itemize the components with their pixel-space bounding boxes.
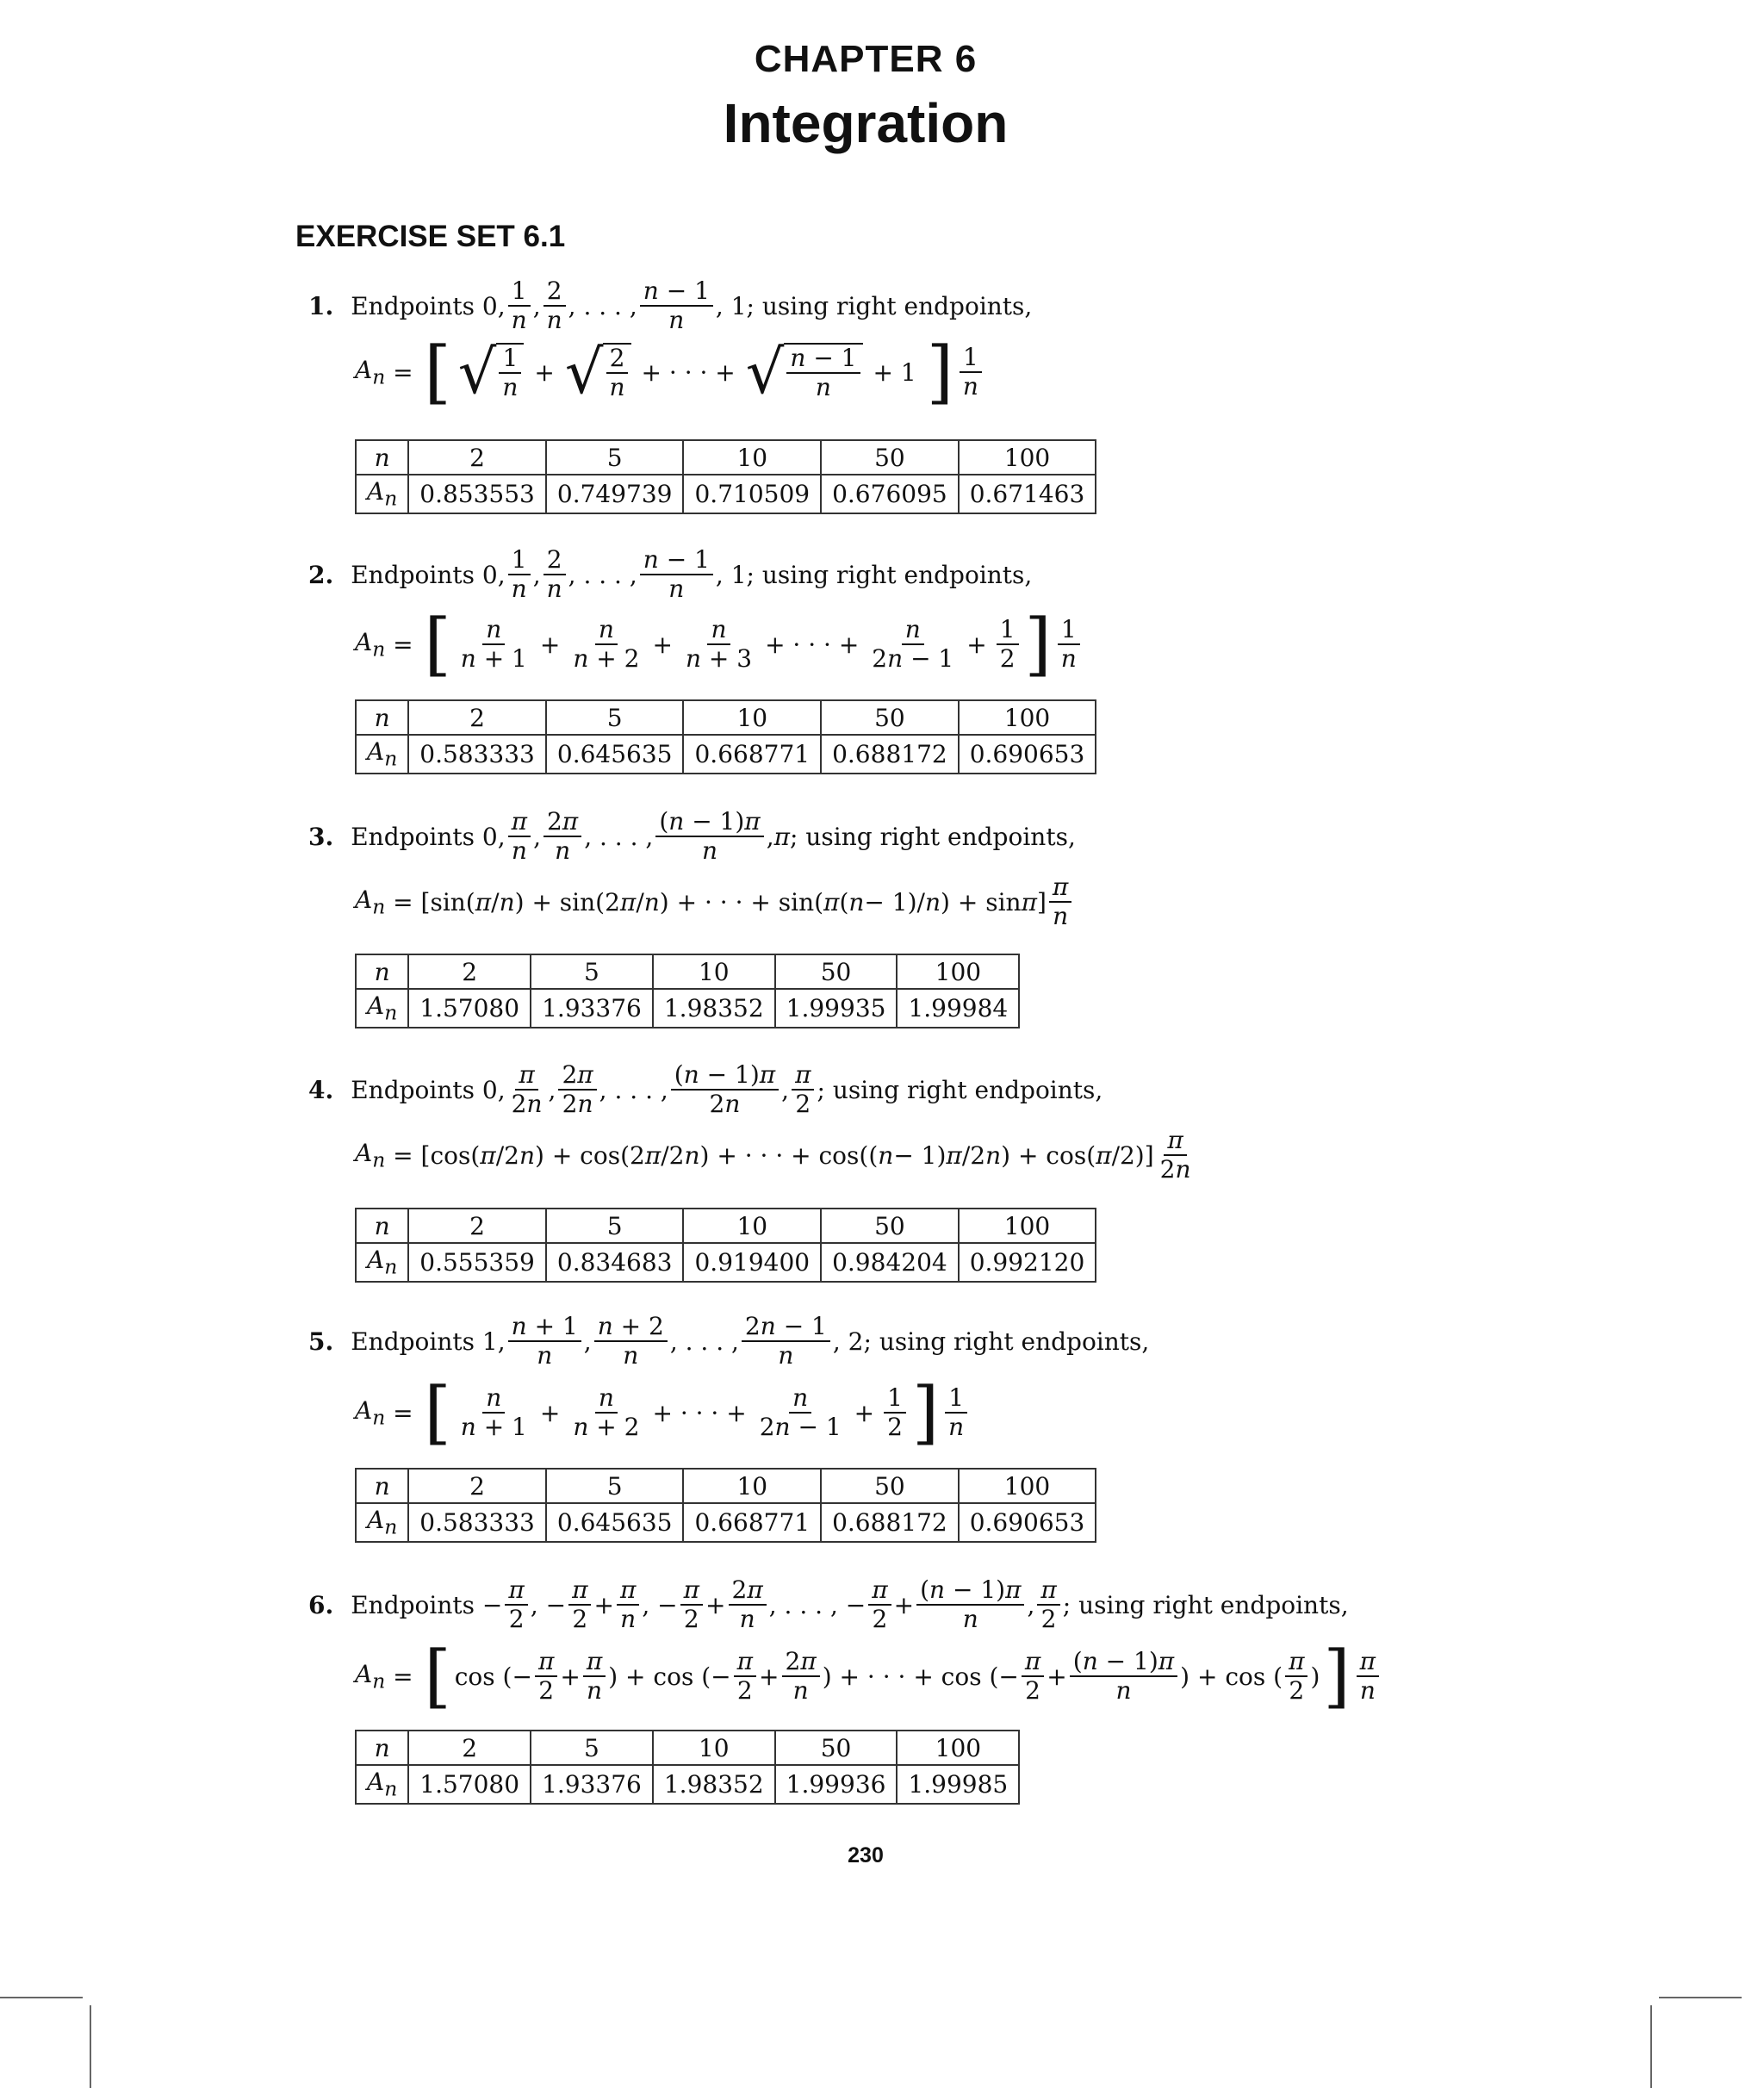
- table-cell: 2: [408, 700, 546, 735]
- results-table-2: [355, 699, 1096, 774]
- chapter-title: Integration: [723, 92, 1009, 154]
- problem-suffix: using right endpoints,: [761, 560, 1033, 589]
- row-label-n: n: [356, 440, 408, 475]
- table-cell: 0.583333: [408, 735, 546, 774]
- problem-4-statement: 4. Endpoints 0, $\frac{\pi}{2n}$ , $\frac{2\pi}{2n}$ , . . . , $\frac{(n - 1)\pi}{2n}$ , $\frac{\pi}{2}$ ; using right endpoints,: [308, 1060, 1103, 1119]
- table-cell: 50: [821, 1469, 959, 1503]
- table-cell: 0.749739: [546, 475, 684, 513]
- table-cell: 5: [531, 954, 653, 989]
- table-row-n: [356, 1731, 1019, 1765]
- problem-number: 2.: [308, 560, 334, 589]
- table-cell: 10: [653, 1731, 775, 1765]
- table-cell: 2: [408, 954, 531, 989]
- endpoints-label: Endpoints: [351, 822, 475, 851]
- problem-6-statement: 6. Endpoints − $\frac{\pi}{2}$ , − $\frac{\pi}{2}$ + $\frac{\pi}{n}$ , − $\frac{\pi}{2}$ + $\frac{2\pi}{n}$ , . . . , − $\frac{\pi}{2}$ + $\frac{(n - 1)\pi}{n}$ , $\frac{\pi}{2}$ ; using right endpoints,: [308, 1575, 1349, 1634]
- table-row-an: [356, 735, 1096, 774]
- table-cell: 0.688172: [821, 1503, 959, 1542]
- table-cell: 2: [408, 1469, 546, 1503]
- table-cell: 1.98352: [653, 1765, 775, 1804]
- row-label-an: $A_n$: [356, 1243, 408, 1282]
- table-cell: 5: [546, 700, 684, 735]
- table-cell: 0.688172: [821, 735, 959, 774]
- problem-2-statement: 2. Endpoints 0, $\frac{1}{n}$ , $\frac{2}{n}$ , . . . , $\frac{n - 1}{n}$ , 1; using right endpoints,: [308, 545, 1033, 604]
- table-cell: 0.690653: [959, 735, 1096, 774]
- endpoints-label: Endpoints: [351, 1075, 475, 1104]
- row-label-n: n: [356, 954, 408, 989]
- table-cell: 10: [653, 954, 775, 989]
- row-label-an: $A_n$: [356, 1503, 408, 1542]
- problem-suffix: using right endpoints,: [1078, 1590, 1349, 1619]
- table-cell: 50: [775, 954, 898, 989]
- crop-mark: [1650, 2005, 1652, 2088]
- table-cell: 0.671463: [959, 475, 1096, 513]
- crop-mark: [1659, 1997, 1742, 1998]
- table-cell: 0.555359: [408, 1243, 546, 1282]
- table-cell: 10: [683, 1209, 821, 1243]
- problem-6-formula: $A_n$ = [ cos (− $\frac{\pi}{2}$ + $\frac{\pi}{n}$ ) + cos (− $\frac{\pi}{2}$ + $\frac{2\pi}{n}$ ) + · · · + cos (− $\frac{\pi}{2}$ + $\frac{(n - 1)\pi}{n}$ ) + cos ( $\frac{\pi}{2}$ ) ] $\frac{\pi}{n}$: [355, 1642, 1382, 1711]
- table-cell: 2: [408, 1209, 546, 1243]
- table-cell: 50: [821, 1209, 959, 1243]
- table-row-an: [356, 989, 1019, 1028]
- table-cell: 1.99984: [897, 989, 1019, 1028]
- problem-3-formula: $A_n$ = [sin( π / n ) + sin(2 π / n ) + · · · + sin( π ( n − 1)/ n ) + sin π ] $\frac{\pi}{n}$: [355, 873, 1074, 930]
- table-cell: 1.99935: [775, 989, 898, 1028]
- table-row-an: [356, 1765, 1019, 1804]
- problem-5-statement: 5. Endpoints 1, $\frac{n + 1}{n}$ , $\frac{n + 2}{n}$ , . . . , $\frac{2n - 1}{n}$ , 2; using right endpoints,: [308, 1312, 1150, 1370]
- table-cell: 100: [897, 954, 1019, 989]
- table-cell: 100: [959, 440, 1096, 475]
- results-table-3: [355, 954, 1020, 1028]
- table-cell: 100: [959, 1209, 1096, 1243]
- table-cell: 0.853553: [408, 475, 546, 513]
- table-cell: 50: [821, 700, 959, 735]
- results-table-1: [355, 439, 1096, 514]
- table-row-n: [356, 700, 1096, 735]
- table-cell: 0.992120: [959, 1243, 1096, 1282]
- table-cell: 5: [531, 1731, 653, 1765]
- table-cell: 10: [683, 440, 821, 475]
- table-cell: 0.676095: [821, 475, 959, 513]
- table-cell: 100: [959, 700, 1096, 735]
- table-cell: 50: [775, 1731, 898, 1765]
- problem-1-statement: 1. Endpoints 0, $\frac{1}{n}$ , $\frac{2}{n}$ , . . . , $\frac{n - 1}{n}$ , 1; using right endpoints,: [308, 277, 1033, 335]
- row-label-an: $A_n$: [356, 1765, 408, 1804]
- problem-number: 1.: [308, 291, 334, 320]
- endpoints-label: Endpoints: [351, 291, 475, 320]
- page-number: 230: [848, 1843, 884, 1867]
- problem-suffix: using right endpoints,: [879, 1327, 1150, 1356]
- table-cell: 1.98352: [653, 989, 775, 1028]
- row-label-an: $A_n$: [356, 989, 408, 1028]
- table-cell: 5: [546, 1469, 684, 1503]
- table-row-an: [356, 1503, 1096, 1542]
- table-cell: 1.57080: [408, 1765, 531, 1804]
- table-row-n: [356, 954, 1019, 989]
- table-cell: 1.57080: [408, 989, 531, 1028]
- row-label-n: n: [356, 1209, 408, 1243]
- problem-1-formula: $A_n$ = [ √ $\frac{1}{n}$ + √ $\frac{2}{n}$ + · · · + √ $\frac{n - 1}{n}$ + 1 ] $\frac{1}{n}$: [355, 338, 984, 407]
- table-cell: 1.99936: [775, 1765, 898, 1804]
- table-cell: 0.668771: [683, 1503, 821, 1542]
- problem-2-formula: $A_n$ = [ $\frac{n}{n + 1}$ + $\frac{n}{n + 2}$ + $\frac{n}{n + 3}$ + · · · + $\frac{n}{2n - 1}$ + $\frac{1}{2}$ ] $\frac{1}{n}$: [355, 610, 1083, 679]
- crop-mark: [90, 2005, 91, 2088]
- endpoints-label: Endpoints: [351, 1327, 475, 1356]
- problem-number: 3.: [308, 822, 334, 851]
- problem-number: 4.: [308, 1075, 334, 1104]
- table-cell: 2: [408, 440, 546, 475]
- table-cell: 1.93376: [531, 1765, 653, 1804]
- table-cell: 0.668771: [683, 735, 821, 774]
- chapter-label: CHAPTER 6: [754, 38, 978, 80]
- table-row-n: [356, 440, 1096, 475]
- table-cell: 0.583333: [408, 1503, 546, 1542]
- table-row-an: [356, 475, 1096, 513]
- table-cell: 0.919400: [683, 1243, 821, 1282]
- table-cell: 10: [683, 1469, 821, 1503]
- table-cell: 0.645635: [546, 1503, 684, 1542]
- table-row-n: [356, 1209, 1096, 1243]
- table-cell: 100: [959, 1469, 1096, 1503]
- row-label-an: $A_n$: [356, 475, 408, 513]
- table-cell: 5: [546, 440, 684, 475]
- table-cell: 0.984204: [821, 1243, 959, 1282]
- problem-number: 5.: [308, 1327, 334, 1356]
- table-cell: 0.645635: [546, 735, 684, 774]
- table-cell: 1.99985: [897, 1765, 1019, 1804]
- table-cell: 100: [897, 1731, 1019, 1765]
- table-cell: 1.93376: [531, 989, 653, 1028]
- results-table-6: [355, 1730, 1020, 1805]
- table-cell: 2: [408, 1731, 531, 1765]
- endpoints-label: Endpoints: [351, 560, 475, 589]
- exercise-set-heading: EXERCISE SET 6.1: [295, 220, 566, 253]
- row-label-n: n: [356, 1731, 408, 1765]
- table-cell: 0.710509: [683, 475, 821, 513]
- problem-suffix: using right endpoints,: [832, 1075, 1103, 1104]
- table-row-n: [356, 1469, 1096, 1503]
- table-cell: 0.834683: [546, 1243, 684, 1282]
- problem-5-formula: $A_n$ = [ $\frac{n}{n + 1}$ + $\frac{n}{n + 2}$ + · · · + $\frac{n}{2n - 1}$ + $\frac{1}{2}$ ] $\frac{1}{n}$: [355, 1378, 970, 1447]
- table-cell: 0.690653: [959, 1503, 1096, 1542]
- problem-suffix: using right endpoints,: [805, 822, 1076, 851]
- problem-suffix: using right endpoints,: [761, 291, 1033, 320]
- table-row-an: [356, 1243, 1096, 1282]
- row-label-an: $A_n$: [356, 735, 408, 774]
- problem-number: 6.: [308, 1590, 334, 1619]
- table-cell: 50: [821, 440, 959, 475]
- row-label-n: n: [356, 1469, 408, 1503]
- results-table-4: [355, 1208, 1096, 1283]
- table-cell: 10: [683, 700, 821, 735]
- results-table-5: [355, 1468, 1096, 1543]
- endpoints-label: Endpoints: [351, 1590, 475, 1619]
- table-cell: 5: [546, 1209, 684, 1243]
- crop-mark: [0, 1997, 83, 1998]
- problem-3-statement: 3. Endpoints 0, $\frac{\pi}{n}$ , $\frac{2\pi}{n}$ , . . . , $\frac{(n - 1)\pi}{n}$ , π ; using right endpoints,: [308, 807, 1076, 866]
- row-label-n: n: [356, 700, 408, 735]
- problem-4-formula: $A_n$ = [cos( π /2 n ) + cos(2 π /2 n ) + · · · + cos(( n − 1) π /2 n ) + cos( π /2)] $\frac{\pi}{2n}$: [355, 1126, 1191, 1184]
